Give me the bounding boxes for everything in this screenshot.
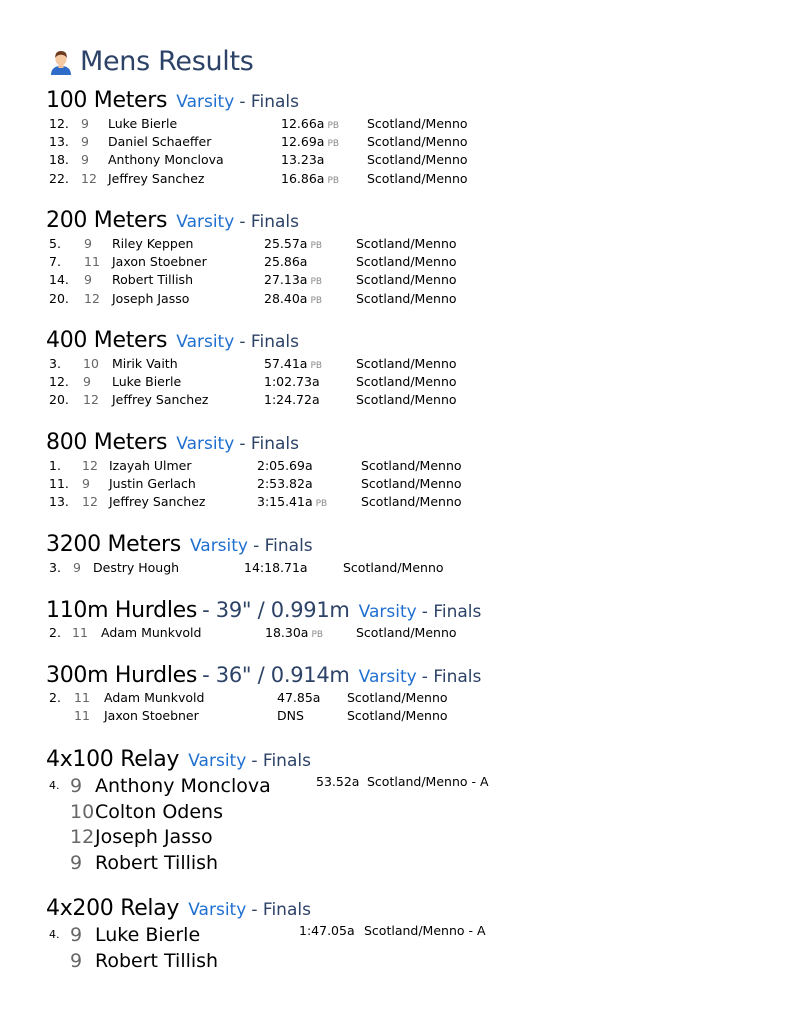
result-athlete: Jeffrey Sanchez [109,494,206,510]
relay-leg [46,949,311,975]
result-row [46,355,457,373]
event-round: - Finals [421,667,482,687]
event-header [46,661,481,689]
relay-leg [46,800,311,826]
relay-place: 4. [49,779,60,792]
result-place: 12. [49,374,69,390]
result-team: Scotland/Menno [356,236,457,251]
result-place: 5. [49,236,61,251]
pb-badge: PB [315,499,328,510]
event-level: Varsity [189,536,248,556]
result-mark: 2:05.69a [257,458,313,473]
result-place: 13. [49,494,69,510]
result-team: Scotland/Menno [361,476,462,492]
result-mark: 2:53.82a [257,476,313,492]
result-row [46,290,457,308]
results-list [46,624,481,642]
event-4x200-relay [46,895,486,974]
result-place: 11. [49,476,69,492]
result-mark-value: 3:15.41a [257,494,313,510]
pb-badge: PB [311,630,324,640]
result-athlete: Anthony Monclova [108,152,224,168]
result-athlete: Luke Bierle [112,374,182,390]
event-round: - Finals [239,434,299,454]
result-grade: 10 [83,356,99,371]
result-place: 7. [49,254,61,270]
event-level: Varsity [176,332,235,352]
result-row [46,373,457,391]
result-grade: 9 [84,272,92,288]
result-grade: 12 [82,458,98,473]
result-grade: 11 [84,254,100,270]
event-name: 200 Meters [46,208,168,233]
event-round: - Finals [239,212,299,232]
result-place: 3. [49,356,61,371]
page-title [48,46,254,77]
result-mark [264,235,322,255]
event-header [46,429,299,457]
result-mark: 13.23a [281,152,325,168]
result-row [46,707,481,725]
relay-leg [46,851,311,877]
event-round: - Finals [251,751,311,771]
result-grade: 9 [83,374,91,390]
result-athlete: Jaxon Stoebner [112,254,207,270]
event-name: 3200 Meters [46,532,181,557]
leg-athlete: Robert Tillish [95,851,219,874]
result-row [46,271,457,289]
result-mark-value: 12.66a [281,116,325,131]
event-round: - Finals [251,900,311,920]
result-row [46,115,468,133]
result-place: 3. [49,560,61,575]
results-list [46,115,468,188]
result-mark [264,271,322,291]
result-mark: 47.85a [277,690,321,705]
leg-athlete: Colton Odens [95,800,223,823]
result-grade: 9 [84,236,92,251]
event-200m [46,207,457,308]
event-header [46,87,299,115]
leg-grade: 9 [70,775,83,797]
result-grade: 9 [81,116,89,131]
result-team: Scotland/Menno [367,170,468,186]
result-mark: 1:02.73a [264,374,320,390]
result-place: 12. [49,116,69,131]
result-mark-value: 16.86a [281,170,325,186]
result-grade: 12 [81,170,97,186]
pb-badge: PB [310,361,323,371]
event-round: - Finals [421,602,482,622]
results-list [46,559,444,577]
event-level: Varsity [176,92,235,112]
event-level: Varsity [188,900,247,920]
event-level: Varsity [176,212,235,232]
leg-athlete: Robert Tillish [95,949,219,972]
result-athlete: Adam Munkvold [104,690,205,705]
result-place: 14. [49,272,69,288]
result-mark [265,624,323,644]
event-header [46,746,311,774]
result-athlete: Daniel Schaeffer [108,134,212,150]
result-team: Scotland/Menno [343,560,444,575]
result-team: Scotland/Menno [361,494,462,510]
result-mark [257,493,327,513]
leg-grade: 9 [70,851,83,874]
leg-grade: 12 [70,826,95,848]
result-team: Scotland/Menno [356,356,457,371]
event-name: 4x200 Relay [46,896,180,921]
result-row [46,559,444,577]
pb-badge: PB [310,295,323,306]
result-team: Scotland/Menno [367,134,468,150]
pb-badge: PB [310,277,323,288]
event-level: Varsity [188,751,247,771]
result-place: 20. [49,290,69,306]
result-team: Scotland/Menno [356,272,457,288]
result-row [46,133,468,151]
relay-leg [46,923,486,949]
result-athlete: Mirik Vaith [112,356,178,371]
result-grade: 11 [74,708,90,724]
event-100m [46,87,468,188]
result-mark: 14:18.71a [244,560,308,575]
result-athlete: Joseph Jasso [112,290,190,306]
result-row [46,493,462,511]
event-400m [46,327,457,410]
relay-team: Scotland/Menno - A [367,774,489,789]
result-mark-value: 12.69a [281,134,325,150]
event-name: 4x100 Relay [46,747,180,772]
result-athlete: Justin Gerlach [109,476,196,492]
result-mark-value: 27.13a [264,272,308,288]
result-team: Scotland/Menno [367,152,468,168]
result-team: Scotland/Menno [347,690,448,705]
event-round: - Finals [239,92,299,112]
leg-athlete: Luke Bierle [95,924,201,946]
event-level: Varsity [358,602,417,622]
result-team: Scotland/Menno [356,254,457,270]
result-place: 13. [49,134,69,150]
leg-athlete: Joseph Jasso [95,826,213,848]
result-grade: 12 [82,494,98,510]
result-row [46,689,481,707]
result-mark-value: 57.41a [264,356,308,371]
event-header [46,596,481,624]
result-row [46,151,468,169]
event-round: - Finals [239,332,299,352]
results-list [46,457,462,512]
result-grade: 12 [83,392,99,408]
result-team: Scotland/Menno [361,458,462,473]
result-athlete: Riley Keppen [112,236,194,251]
event-4x100-relay [46,746,489,876]
relay-mark: 53.52a [316,774,360,789]
pb-badge: PB [327,121,340,131]
event-110m-hurdles [46,596,481,642]
result-mark: 1:24.72a [264,392,320,408]
result-mark-value: 25.57a [264,236,308,251]
result-place: 20. [49,392,69,408]
result-row [46,624,481,642]
result-team: Scotland/Menno [356,374,457,390]
relay-leg [46,774,489,800]
leg-grade: 9 [70,924,83,946]
result-athlete: Luke Bierle [108,116,178,131]
result-grade: 12 [84,290,100,306]
event-300m-hurdles [46,661,481,725]
result-athlete: Izayah Ulmer [109,458,192,473]
result-mark [264,355,322,375]
result-mark [281,133,339,153]
result-mark [281,170,339,190]
event-name: 300m Hurdles [46,663,198,688]
result-grade: 11 [74,690,90,705]
result-mark-value: 28.40a [264,290,308,306]
result-mark-value: 18.30a [265,625,309,640]
result-athlete: Robert Tillish [112,272,193,288]
result-athlete: Jaxon Stoebner [104,708,199,724]
page-title-text: Mens Results [80,46,254,77]
male-avatar-icon [48,49,74,75]
result-grade: 9 [82,476,90,492]
result-place: 22. [49,170,69,186]
pb-badge: PB [310,241,323,251]
event-header [46,895,311,923]
event-header [46,327,299,355]
event-name: 100 Meters [46,88,168,113]
event-name: 400 Meters [46,328,168,353]
leg-grade: 10 [70,800,95,823]
result-place: 1. [49,458,61,473]
event-name: 110m Hurdles [46,598,198,623]
result-row [46,170,468,188]
result-team: Scotland/Menno [356,392,457,408]
result-grade: 9 [81,134,89,150]
result-athlete: Jeffrey Sanchez [112,392,209,408]
result-mark [264,290,322,310]
results-list [46,355,457,410]
relay-place: 4. [49,928,60,941]
result-mark: 25.86a [264,254,308,270]
event-hurdle-spec: - 39" / 0.991m [202,598,350,622]
result-mark: DNS [277,708,304,724]
result-grade: 11 [72,625,88,640]
result-place: 2. [49,690,61,705]
event-name: 800 Meters [46,430,168,455]
result-grade: 9 [73,560,81,575]
relay-leg [46,825,311,851]
result-team: Scotland/Menno [356,290,457,306]
result-team: Scotland/Menno [356,625,457,640]
results-list [46,689,481,725]
event-level: Varsity [176,434,235,454]
leg-grade: 9 [70,949,83,972]
event-level: Varsity [358,667,417,687]
result-place: 2. [49,625,61,640]
pb-badge: PB [327,139,340,150]
event-header [46,531,313,559]
result-team: Scotland/Menno [347,708,448,724]
event-800m [46,429,462,512]
result-athlete: Destry Hough [93,560,180,575]
event-3200m [46,531,444,577]
result-row [46,457,462,475]
result-row [46,475,462,493]
event-hurdle-spec: - 36" / 0.914m [202,663,350,687]
relay-mark: 1:47.05a [299,923,355,938]
result-row [46,253,457,271]
leg-athlete: Anthony Monclova [95,775,271,797]
relay-team: Scotland/Menno - A [364,923,486,938]
result-mark [281,115,339,135]
pb-badge: PB [327,175,340,186]
result-row [46,391,457,409]
result-team: Scotland/Menno [367,116,468,131]
event-round: - Finals [253,536,313,556]
result-place: 18. [49,152,69,168]
result-athlete: Adam Munkvold [101,625,202,640]
result-grade: 9 [81,152,89,168]
result-athlete: Jeffrey Sanchez [108,170,205,186]
results-list [46,235,457,308]
event-header [46,207,299,235]
result-row [46,235,457,253]
